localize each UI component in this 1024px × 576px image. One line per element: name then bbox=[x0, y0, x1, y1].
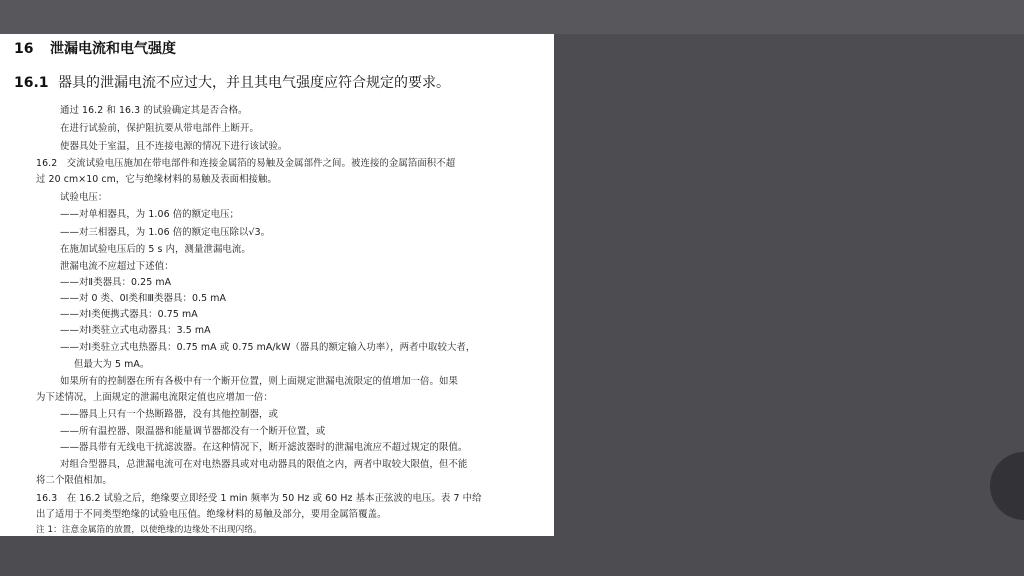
body-line: 使器具处于室温，且不连接电源的情况下进行该试验。 bbox=[60, 141, 288, 152]
body-line: 如果所有的控制器在所有各极中有一个断开位置，则上面规定泄漏电流限定的值增加一倍。如果 bbox=[60, 376, 458, 387]
subsection-heading bbox=[14, 72, 450, 92]
top-bar bbox=[0, 0, 1024, 34]
body-line: ——对Ⅰ类驻立式电动器具：3.5 mA bbox=[60, 325, 211, 336]
document-page bbox=[0, 34, 554, 536]
body-line: ——对三相器具，为 1.06 倍的额定电压除以√3。 bbox=[60, 227, 271, 238]
subsection-title: 器具的泄漏电流不应过大，并且其电气强度应符合规定的要求。 bbox=[58, 75, 450, 91]
body-line: 在施加试验电压后的 5 s 内，测量泄漏电流。 bbox=[60, 244, 251, 255]
note-line: 注 1：注意金属箔的放置，以使绝缘的边缘处不出现闪络。 bbox=[36, 525, 262, 535]
body-line: ——对 0 类、0Ⅰ类和Ⅲ类器具：0.5 mA bbox=[60, 293, 226, 304]
body-line: 但最大为 5 mA。 bbox=[74, 359, 150, 370]
body-line: ——所有温控器、限温器和能量调节器都没有一个断开位置，或 bbox=[60, 426, 326, 437]
body-line: 试验电压： bbox=[60, 192, 108, 203]
section-title: 泄漏电流和电气强度 bbox=[50, 41, 176, 57]
body-line: 泄漏电流不应超过下述值： bbox=[60, 261, 174, 272]
body-line: 16.3 在 16.2 试验之后，绝缘要立即经受 1 min 频率为 50 Hz 或 60 Hz 基本正弦波的电压。表 7 中给 bbox=[36, 493, 482, 504]
body-line: 通过 16.2 和 16.3 的试验确定其是否合格。 bbox=[60, 105, 248, 116]
body-line: 在进行试验前，保护阻抗要从带电部件上断开。 bbox=[60, 123, 259, 134]
body-line: 将二个限值相加。 bbox=[36, 475, 112, 486]
body-line: 为下述情况，上面规定的泄漏电流限定值也应增加一倍： bbox=[36, 392, 273, 403]
body-line: ——对单相器具，为 1.06 倍的额定电压； bbox=[60, 209, 240, 220]
body-line: ——器具带有无线电干扰滤波器。在这种情况下，断开滤波器时的泄漏电流应不超过规定的限值。 bbox=[60, 442, 468, 453]
decorative-circle bbox=[990, 452, 1024, 520]
subsection-number: 16.1 bbox=[14, 75, 49, 91]
body-line: 16.2 交流试验电压施加在带电部件和连接金属箔的易触及金属部件之间。被连接的金属箔面积不超 bbox=[36, 158, 456, 169]
body-line: ——对Ⅰ类驻立式电热器具：0.75 mA 或 0.75 mA/kW（器具的额定输入功率），两者中取较大者， bbox=[60, 342, 476, 353]
section-heading bbox=[14, 38, 176, 58]
body-line: 出了适用于不同类型绝缘的试验电压值。绝缘材料的易触及部分，要用金属箔覆盖。 bbox=[36, 509, 387, 520]
body-line: ——器具上只有一个热断路器，没有其他控制器，或 bbox=[60, 409, 278, 420]
body-line: ——对Ⅰ类便携式器具：0.75 mA bbox=[60, 309, 198, 320]
body-line: ——对Ⅱ类器具：0.25 mA bbox=[60, 277, 172, 288]
section-number: 16 bbox=[14, 41, 34, 57]
body-line: 过 20 cm×10 cm，它与绝缘材料的易触及表面相接触。 bbox=[36, 174, 277, 185]
body-line: 对组合型器具，总泄漏电流可在对电热器具或对电动器具的限值之内，两者中取较大限值，但不能 bbox=[60, 459, 468, 470]
